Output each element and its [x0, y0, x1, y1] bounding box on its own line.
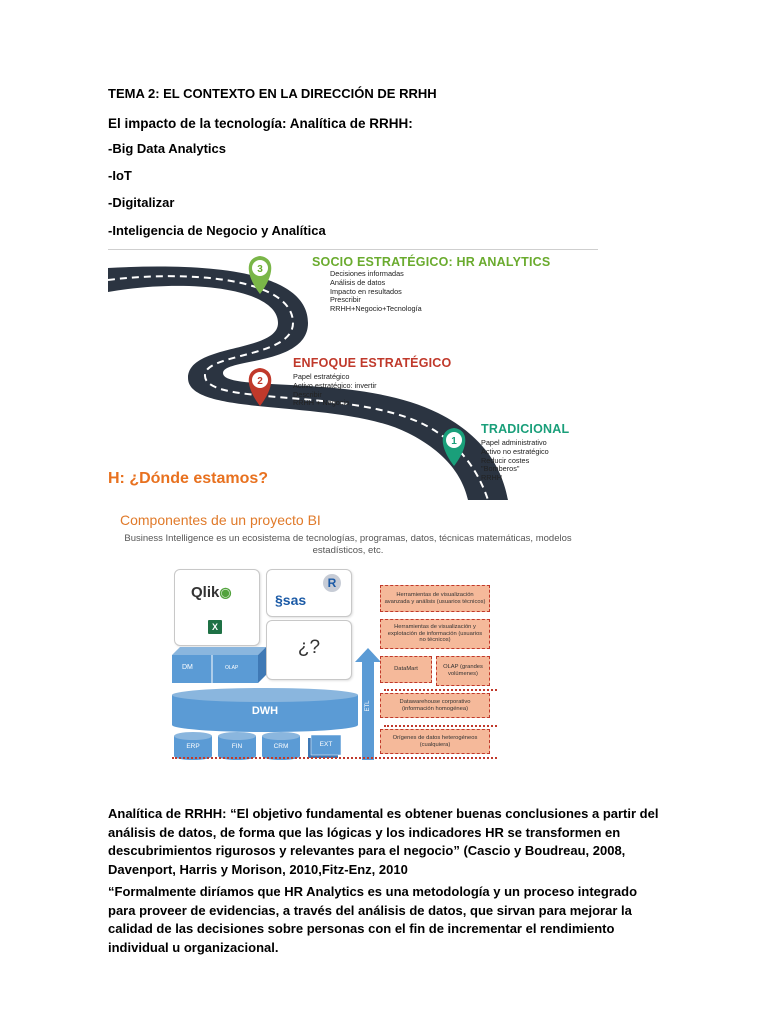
stage1-items [481, 439, 549, 483]
box-origins: Orígenes de datos heterogéneos (cualquiera) [380, 729, 490, 754]
bullet-bi: -Inteligencia de Negocio y Analítica [108, 223, 326, 238]
dm-label: DM [182, 664, 193, 671]
stage1-item: Activo no estratégico [481, 446, 549, 456]
source-fin: FIN [231, 743, 243, 750]
pin-3-number: 3 [257, 264, 263, 275]
r-logo: R [323, 574, 341, 592]
stage3-item: Prescribir [330, 295, 361, 305]
excel-icon: X [208, 620, 222, 634]
box-dwh-corp: Datawarehouse corporativo (información homogénea) [380, 693, 490, 718]
stage2-item: RRHH + Negocio [293, 398, 350, 408]
unknown-tools-label: ¿? [297, 637, 321, 658]
where-are-we-question: H: ¿Dónde estamos? [108, 470, 269, 487]
stage1-item: "Bomberos" [481, 464, 520, 474]
stage3-item: Impacto en resultados [330, 286, 402, 296]
pin-2-number: 2 [257, 376, 263, 387]
bi-subtitle: Business Intelligence es un ecosistema de tecnologías, programas, datos, técnicas matemáticas, modelos estadísticos, etc. [124, 533, 572, 556]
source-erp: ERP [186, 743, 200, 750]
page-heading: TEMA 2: EL CONTEXTO EN LA DIRECCIÓN DE RRHH [108, 86, 437, 101]
bi-title: Componentes de un proyecto BI [120, 512, 321, 528]
stage2-item: Describir [293, 389, 322, 399]
stage3-items [330, 270, 422, 314]
stage1-item: RRHH [481, 473, 503, 483]
stage3-item: RRHH+Negocio+Tecnología [330, 304, 422, 314]
stage1-item: Papel administrativo [481, 438, 547, 447]
stage2-item: Activo estratégico: invertir [293, 380, 377, 390]
sas-logo: §sas [275, 592, 307, 608]
stage3-item: Decisiones informadas [330, 269, 404, 278]
box-vis-nontechnical: Herramientas de visualización y explotación de información (usuarios no técnicos) [380, 619, 490, 649]
etl-label: ETL [365, 700, 371, 712]
pin-1-number: 1 [451, 436, 457, 447]
paragraph-formal-definition: “Formalmente diríamos que HR Analytics es una metodología y un proceso integrado para proveer de evidencias, a través del análisis de datos, que sirvan para mejorar la calidad de las decisiones sobre personas con el fin de incrementar el rendimiento individual u organizacional. [108, 884, 638, 955]
bullet-iot: -IoT [108, 168, 132, 183]
box-olap: OLAP (grandes volúmenes) [436, 656, 490, 686]
dotted-separator [384, 725, 497, 727]
dotted-separator [172, 757, 497, 759]
paragraph-analytics-definition: Analítica de RRHH: “El objetivo fundamental es obtener buenas conclusiones a partir del análisis de datos, de forma que las lógicas y los indicadores HR se transformen en descubrimientos rigurosos y relevantes para el negocio” (Cascio y Boudreau, 2008, Davenport, Harris y Morison, 2010,Fitz-Enz, 2010 [108, 806, 659, 877]
stage2-title: ENFOQUE ESTRATÉGICO [293, 356, 452, 370]
stage2-items [293, 373, 377, 408]
stage2-item: Papel estratégico [293, 372, 350, 381]
bullet-digitalizar: -Digitalizar [108, 195, 175, 210]
qlik-logo: Qlik◉ [191, 584, 232, 601]
olap-cube-label: OLAP [225, 665, 239, 671]
sas-r-box [266, 569, 352, 617]
stage1-title: TRADICIONAL [481, 422, 570, 436]
unknown-tools-box [266, 620, 352, 680]
box-datamart: DataMart [380, 656, 432, 683]
bullet-big-data: -Big Data Analytics [108, 141, 226, 156]
qlik-excel-box [174, 569, 260, 646]
dwh-label: DWH [251, 705, 279, 717]
section-subheading: El impacto de la tecnología: Analítica de RRHH: [108, 116, 413, 131]
source-crm: CRM [273, 743, 289, 750]
dotted-separator [384, 689, 497, 691]
stage3-title: SOCIO ESTRATÉGICO: HR ANALYTICS [312, 255, 551, 269]
source-ext: EXT [319, 741, 333, 748]
box-vis-technical: Herramientas de visualización avanzada y análisis (usuarios técnicos) [380, 585, 490, 612]
stage1-item: Reducir costes [481, 455, 530, 465]
stage3-item: Análisis de datos [330, 277, 386, 287]
